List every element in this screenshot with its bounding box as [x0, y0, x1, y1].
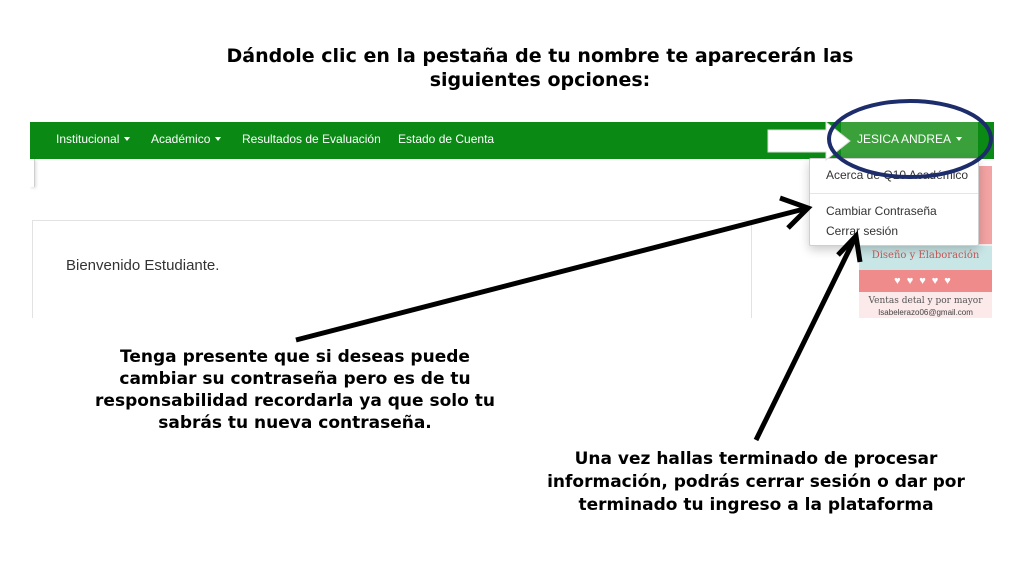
ad-line1: Ventas detal y por mayor: [868, 296, 983, 306]
nav-institucional[interactable]: [56, 122, 130, 159]
nav-label: Estado de Cuenta: [398, 132, 495, 146]
top-navbar: [30, 122, 994, 159]
menu-divider: [810, 193, 978, 194]
menu-item-acerca[interactable]: Acerca de Q10 Académico: [826, 168, 969, 182]
user-menu-tab[interactable]: [841, 122, 978, 159]
caret-down-icon: [956, 137, 962, 141]
ad-subtitle: Diseño y Elaboración: [871, 250, 980, 261]
menu-item-cambiar-contrasena[interactable]: Cambiar Contraseña: [826, 204, 937, 218]
user-dropdown-menu: [809, 158, 979, 246]
ad-email: Isabelerazo06@gmail.com: [878, 308, 973, 317]
slide-title: Dándole clic en la pestaña de tu nombre te aparecerán las siguientes opciones:: [226, 45, 854, 91]
sidebar-edge: [30, 159, 35, 187]
nav-resultados-evaluacion[interactable]: [242, 122, 381, 159]
nav-label: Resultados de Evaluación: [242, 132, 381, 146]
caret-down-icon: [215, 137, 221, 141]
note-logout: Una vez hallas terminado de procesar información, podrás cerrar sesión o dar por terminado tu ingreso a la plataforma: [547, 449, 965, 515]
caret-down-icon: [124, 137, 130, 141]
menu-item-cerrar-sesion[interactable]: Cerrar sesión: [826, 224, 899, 238]
nav-label: Institucional: [56, 132, 120, 146]
nav-academico[interactable]: [151, 122, 221, 159]
heart-icons: ♥♥♥♥♥: [859, 270, 992, 292]
welcome-panel: [32, 220, 752, 318]
welcome-text: Bienvenido Estudiante.: [66, 257, 220, 274]
nav-estado-cuenta[interactable]: [398, 122, 494, 159]
nav-label: Académico: [151, 132, 211, 146]
user-name-label: JESICA ANDREA: [856, 132, 952, 146]
note-change-password: Tenga presente que si deseas puede cambiar su contraseña pero es de tu responsabilidad recordarla ya que solo tu sabrás tu nueva contraseña.: [95, 347, 495, 433]
